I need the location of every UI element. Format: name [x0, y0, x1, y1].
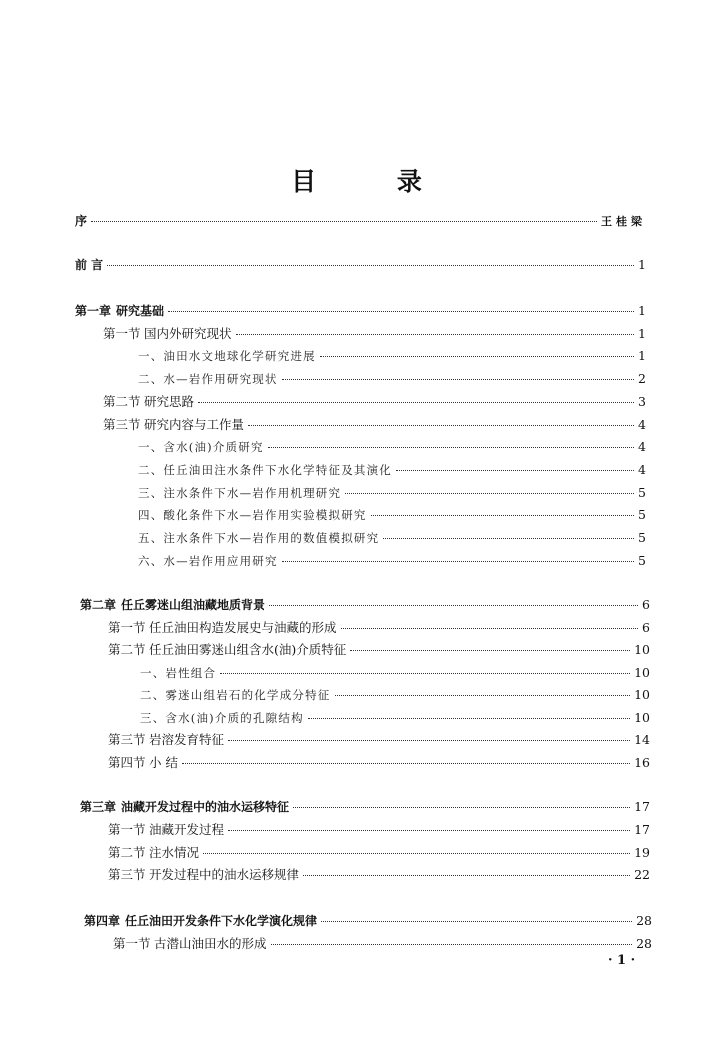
toc-entry-section[interactable]: [103, 416, 646, 434]
toc-entry-chapter[interactable]: [84, 912, 652, 930]
toc-entry-section[interactable]: [103, 393, 646, 411]
page-number: 5: [638, 507, 646, 523]
subsection-title: 三、含水(油)介质的孔隙结构: [140, 710, 304, 725]
page-number: 1: [638, 325, 646, 341]
section-number: 第三节: [108, 867, 146, 883]
section-title: 小 结: [149, 754, 178, 770]
toc-entry-subsection[interactable]: [138, 484, 646, 502]
toc-entry-subsection[interactable]: [138, 347, 646, 365]
page-number: 14: [634, 732, 650, 747]
chapter-title: 研究基础: [116, 304, 165, 318]
subsection-title: 二、水—岩作用研究现状: [138, 372, 278, 387]
toc-entry-section[interactable]: [108, 619, 650, 637]
page-number: 10: [634, 687, 650, 702]
page-number: 16: [634, 754, 650, 770]
toc-entry-chapter[interactable]: [80, 596, 650, 614]
toc-entry-label: [80, 596, 265, 614]
toc-entry-label: [138, 552, 278, 570]
dot-leader: [198, 402, 634, 403]
page-title: 目 录: [291, 167, 458, 196]
toc-entry-subsection[interactable]: [140, 686, 650, 704]
dot-leader: [371, 515, 634, 516]
page-number: 4: [638, 461, 646, 477]
toc-entry-chapter[interactable]: [75, 302, 646, 320]
page-number-footer: · 1 ·: [608, 953, 636, 968]
section-number: 第一节: [108, 619, 146, 635]
page-number: 10: [634, 709, 650, 725]
page-number: 17: [634, 799, 650, 814]
page-number: 6: [642, 597, 650, 612]
toc-entry-label: [75, 302, 164, 320]
toc-entry-label: [75, 256, 103, 274]
page-number: 5: [638, 552, 646, 568]
page-number: 10: [634, 642, 650, 657]
dot-leader: [282, 379, 634, 380]
dot-leader: [341, 628, 638, 629]
section-title: 研究内容与工作量: [144, 416, 245, 432]
chapter-title: 任丘雾迷山组油藏地质背景: [121, 598, 266, 612]
toc-entry-label: [108, 731, 224, 749]
toc-entry-label: [138, 529, 379, 547]
page-number: 28: [636, 913, 652, 928]
toc-entry-label: [138, 370, 278, 388]
dot-leader: [282, 561, 634, 562]
section-title: 任丘油田雾迷山组含水(油)介质特征: [149, 642, 347, 657]
page-number: 19: [634, 844, 650, 860]
section-number: 第二节: [108, 844, 146, 860]
toc-entry-label: [103, 416, 244, 434]
page-number: 22: [634, 867, 650, 883]
subsection-title: 六、水—岩作用应用研究: [138, 553, 278, 568]
toc-entry-label: [140, 709, 304, 727]
toc-entry-label: [75, 212, 87, 230]
page-number: 5: [638, 530, 646, 545]
toc-entry-label: [113, 935, 267, 953]
toc-entry-preface[interactable]: [75, 212, 646, 230]
toc-entry-section[interactable]: [103, 325, 646, 343]
toc-entry-subsection[interactable]: [140, 664, 650, 682]
dot-leader: [320, 356, 634, 357]
toc-entry-section[interactable]: [108, 844, 650, 862]
page-number: 2: [638, 371, 646, 387]
section-title: 任丘油田构造发展史与油藏的形成: [149, 619, 337, 635]
subsection-title: 三、注水条件下水—岩作用机理研究: [138, 485, 342, 500]
chapter-title: 任丘油田开发条件下水化学演化规律: [125, 914, 318, 928]
toc-entry-subsection[interactable]: [138, 506, 646, 524]
dot-leader: [168, 311, 634, 312]
section-title: 开发过程中的油水运移规律: [149, 867, 300, 883]
toc-entry-label: [138, 506, 367, 524]
dot-leader: [248, 425, 634, 426]
chapter-number: 第一章: [75, 304, 112, 318]
dot-leader: [107, 265, 634, 266]
toc-entry-subsection[interactable]: [138, 438, 646, 456]
toc-entry-section[interactable]: [108, 641, 650, 659]
toc-entry-label: [108, 641, 346, 659]
section-number: 第一节: [108, 821, 146, 837]
subsection-title: 四、酸化条件下水—岩作用实验模拟研究: [138, 508, 367, 523]
page-number: 4: [638, 439, 646, 455]
page-number: 1: [638, 303, 646, 318]
subsection-title: 一、岩性组合: [140, 665, 217, 680]
page-number: 3: [638, 393, 646, 409]
page-number: 6: [642, 619, 650, 635]
dot-leader: [91, 221, 597, 222]
toc-entry-section[interactable]: [108, 821, 650, 839]
dot-leader: [345, 493, 634, 494]
chapter-number: 第三章: [80, 800, 117, 814]
preface-label: 序: [75, 214, 88, 228]
toc-entry-section[interactable]: [108, 866, 650, 884]
dot-leader: [228, 830, 630, 831]
page-number: 1: [638, 348, 646, 364]
page-number: 5: [638, 484, 646, 500]
section-number: 第一节: [113, 935, 151, 951]
toc-entry-label: [108, 866, 299, 884]
toc-entry-subsection[interactable]: [138, 461, 646, 479]
dot-leader: [383, 538, 634, 539]
toc-entry-label: [108, 844, 199, 862]
toc-entry-label: [108, 821, 224, 839]
chapter-title: 油藏开发过程中的油水运移特征: [121, 800, 290, 814]
dot-leader: [308, 718, 630, 719]
toc-entry-label: [140, 686, 331, 704]
toc-entry-label: [138, 461, 392, 479]
dot-leader: [335, 695, 631, 696]
chapter-number: 第二章: [80, 598, 117, 612]
dot-leader: [203, 853, 630, 854]
dot-leader: [293, 807, 630, 808]
toc-entry-subsection[interactable]: [138, 552, 646, 570]
section-title: 油藏开发过程: [149, 821, 225, 837]
toc-entry-label: [103, 393, 194, 411]
dot-leader: [220, 673, 630, 674]
dot-leader: [321, 921, 632, 922]
toc-entry-section[interactable]: [108, 754, 650, 772]
section-number: 第二节: [103, 393, 141, 409]
dot-leader: [271, 944, 633, 945]
section-title: 注水情况: [149, 844, 200, 860]
toc-entry-label: [138, 438, 264, 456]
subsection-title: 一、油田水文地球化学研究进展: [138, 349, 316, 364]
dot-leader: [236, 334, 634, 335]
section-number: 第一节: [103, 325, 141, 341]
toc-entry-section[interactable]: [113, 935, 652, 953]
dot-leader: [396, 470, 634, 471]
preface-author: 王桂梁: [601, 215, 646, 228]
section-title: 国内外研究现状: [144, 325, 232, 341]
page-number: 1: [638, 257, 646, 272]
section-number: 第四节: [108, 754, 146, 770]
toc-entry-label: [108, 754, 178, 772]
foreword-label: 前 言: [75, 258, 104, 272]
section-title: 研究思路: [144, 393, 195, 409]
subsection-title: 五、注水条件下水—岩作用的数值模拟研究: [138, 531, 380, 545]
toc-entry-label: [138, 484, 341, 502]
subsection-title: 一、含水(油)介质研究: [138, 440, 264, 455]
toc-entry-subsection[interactable]: [138, 529, 646, 547]
toc-entry-label: [108, 619, 337, 637]
chapter-number: 第四章: [84, 914, 121, 928]
dot-leader: [182, 763, 630, 764]
dot-leader: [269, 605, 638, 606]
subsection-title: 二、任丘油田注水条件下水化学特征及其演化: [138, 462, 392, 477]
toc-entry-subsection[interactable]: [140, 709, 650, 727]
toc-entry-label: [140, 664, 216, 682]
section-number: 第三节: [103, 416, 141, 432]
toc-entry-label: [103, 325, 232, 343]
toc-entry-label: [138, 347, 316, 365]
toc-entry-section[interactable]: [108, 731, 650, 749]
toc-entry-subsection[interactable]: [138, 370, 646, 388]
page-number: 28: [636, 935, 652, 951]
section-number: 第三节: [108, 732, 146, 747]
section-number: 第二节: [108, 642, 146, 657]
toc-entry-foreword[interactable]: [75, 256, 646, 274]
section-title: 古潜山油田水的形成: [154, 935, 267, 951]
dot-leader: [228, 740, 630, 741]
toc-entry-chapter[interactable]: [80, 798, 650, 816]
section-title: 岩溶发育特征: [149, 732, 225, 747]
toc-entry-label: [84, 912, 317, 930]
toc-entry-label: [80, 798, 289, 816]
subsection-title: 二、雾迷山组岩石的化学成分特征: [140, 688, 331, 702]
page-number: 10: [634, 664, 650, 680]
dot-leader: [268, 447, 634, 448]
dot-leader: [350, 650, 630, 651]
dot-leader: [303, 875, 630, 876]
page-number: 17: [634, 821, 650, 837]
page-number: 4: [638, 416, 646, 432]
